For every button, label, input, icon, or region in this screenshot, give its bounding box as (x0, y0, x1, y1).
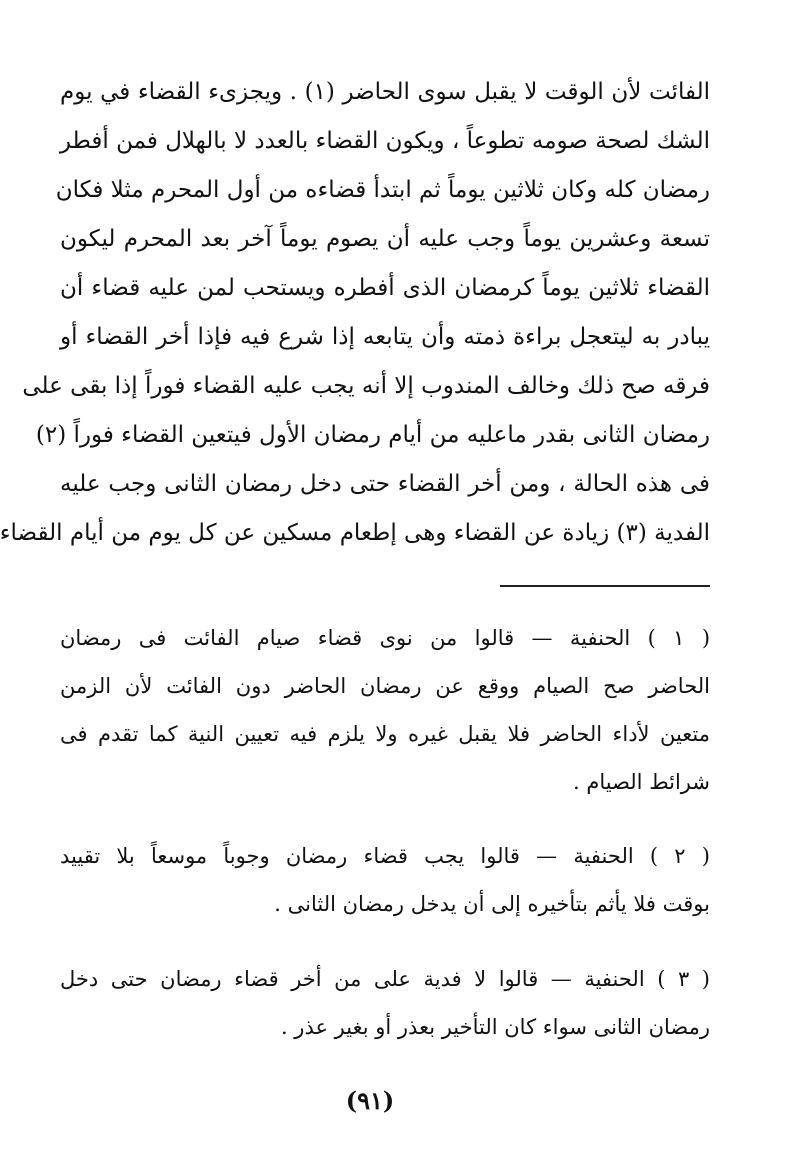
footnote-line: شرائط الصيام . (572, 770, 710, 794)
text-line: يبادر به ليتعجل براءة ذمته وأن يتابعه إذا شرع فيه فإذا أخر القضاء أو (60, 324, 710, 350)
text-line: الفدية (٣) زيادة عن القضاء وهى إطعام مسكين عن كل يوم من أيام القضاء (0, 520, 710, 546)
footnote-line: الحاضر صح الصيام ووقع عن رمضان الحاضر دون الفائت لأن الزمن (60, 674, 710, 698)
footnote-separator (500, 585, 710, 587)
text-line: فى هذه الحالة ، ومن أخر القضاء حتى دخل رمضان الثانى وجب عليه (60, 471, 710, 497)
footnote-line: ( ٣ ) الحنفية — قالوا لا فدية على من أخر قضاء رمضان حتى دخل (60, 967, 710, 991)
text-line: الشك لصحة صومه تطوعاً ، ويكون القضاء بالعدد لا بالهلال فمن أفطر (59, 128, 710, 154)
footnote-line: رمضان الثانى سواء كان التأخير بعذر أو بغير عذر . (280, 1015, 710, 1039)
text-line: فرقه صح ذلك وخالف المندوب إلا أنه يجب عليه القضاء فوراً إذا بقى على (22, 373, 710, 399)
text-line: رمضان كله وكان ثلاثين يوماً ثم ابتدأ قضاءه من أول المحرم مثلا فكان (55, 177, 710, 203)
text-line: الفائت لأن الوقت لا يقبل سوى الحاضر (١) . ويجزىء القضاء في يوم (60, 79, 710, 105)
footnote-line: بوقت فلا يأثم بتأخيره إلى أن يدخل رمضان الثانى . (274, 892, 710, 916)
footnote-1 (60, 614, 710, 806)
footnote-line: متعين لأداء الحاضر فلا يقبل غيره ولا يلزم فيه تعيين النية كما تقدم فى (60, 722, 710, 746)
text-line: القضاء ثلاثين يوماً كرمضان الذى أفطره ويستحب لمن عليه قضاء أن (60, 275, 710, 301)
main-text (0, 68, 710, 558)
footnote-2 (60, 832, 710, 928)
page-number: (٩١) (345, 1086, 395, 1115)
text-line: تسعة وعشرين يوماً وجب عليه أن يصوم يوماً آخر بعد المحرم ليكون (60, 226, 710, 252)
text-line: رمضان الثانى بقدر ماعليه من أيام رمضان الأول فيتعين القضاء فوراً (٢) (35, 422, 710, 448)
footnote-3 (60, 955, 710, 1051)
footnote-line: ( ٢ ) الحنفية — قالوا يجب قضاء رمضان وجوباً موسعاً بلا تقييد (60, 844, 710, 868)
footnote-line: ( ١ ) الحنفية — قالوا من نوى قضاء صيام الفائت فى رمضان (60, 626, 711, 650)
